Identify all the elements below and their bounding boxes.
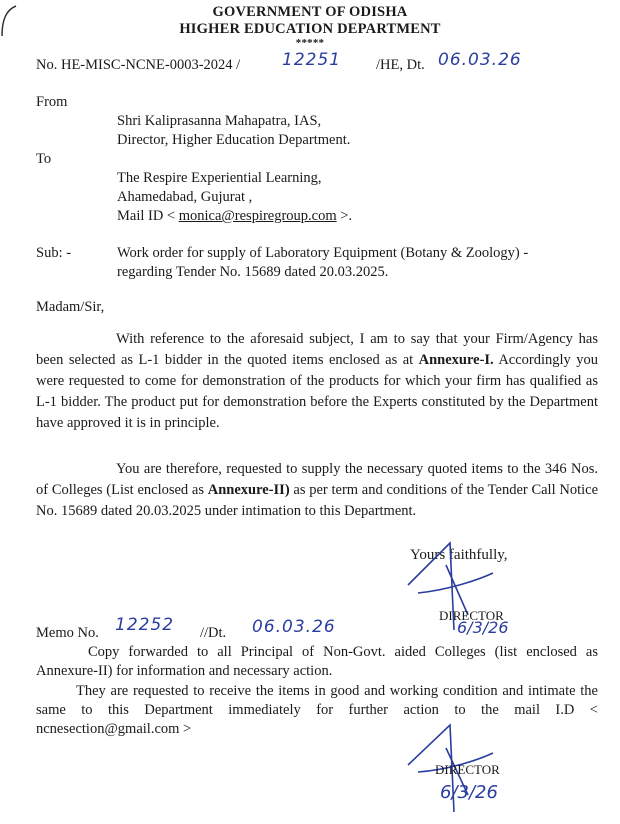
subject-line2: regarding Tender No. 15689 dated 20.03.2025.	[117, 264, 389, 280]
memo-mid: //Dt.	[200, 625, 227, 641]
para2-annexure: Annexure-II)	[207, 482, 290, 498]
copy-text-1: Copy forwarded to all Principal of Non-Govt. aided Colleges (list enclosed as Annexure-II) for information and necessary action.	[36, 644, 598, 679]
reference-prefix: No. HE-MISC-NCNE-0003-2024 /	[36, 57, 241, 73]
para1-annexure: Annexure-I.	[418, 352, 494, 368]
closing: Yours faithfully,	[410, 547, 508, 563]
subject-line1: Work order for supply of Laboratory Equipment (Botany & Zoology) -	[117, 245, 529, 261]
signature-2-date: 6/3/26	[440, 782, 498, 803]
reference-number-handwritten: 12251	[282, 50, 342, 70]
memo-date-handwritten: 06.03.26	[252, 617, 336, 637]
signature-1-date: 6/3/26	[457, 618, 509, 637]
header-stars: *****	[295, 37, 325, 49]
from-designation: Director, Higher Education Department.	[117, 132, 351, 148]
salutation: Madam/Sir,	[36, 299, 105, 315]
header-government: GOVERNMENT OF ODISHA	[212, 4, 408, 20]
memo-prefix: Memo No.	[36, 625, 99, 641]
signature-2-title: DIRECTOR	[435, 762, 500, 777]
header-department: HIGHER EDUCATION DEPARTMENT	[179, 21, 441, 37]
from-name: Shri Kaliprasanna Mahapatra, IAS,	[117, 113, 322, 129]
to-label: To	[36, 151, 52, 167]
reference-date-handwritten: 06.03.26	[438, 50, 522, 70]
to-mail-link[interactable]: monica@respiregroup.com	[178, 208, 337, 224]
para2-text-b: as per term and conditions of the Tender Call Notice No. 15689 dated 20.03.2025 under intimation to this Department.	[36, 482, 599, 519]
body-paragraph-1	[36, 329, 598, 434]
para2-text-a: You are therefore, requested to supply the necessary quoted items to the 346 Nos. of Colleges (List enclosed as	[36, 461, 598, 498]
to-mail-line	[117, 208, 352, 225]
to-mail-prefix: Mail ID <	[117, 208, 176, 224]
to-line2: Ahamedabad, Gujurat ,	[117, 189, 253, 205]
reference-mid: /HE, Dt.	[376, 57, 425, 73]
copy-text-2: They are requested to receive the items in good and working condition and intimate the same to this Department immediately for further action to the mail I.D < ncnesection@gmail.com >	[36, 683, 598, 737]
to-mail-suffix: >.	[340, 208, 353, 224]
to-line1: The Respire Experiential Learning,	[117, 170, 322, 186]
body-paragraph-2	[36, 459, 598, 522]
para1-text-b: Accordingly you were requested to come for demonstration of the products for which your firm has qualified as L-1 bidder. The product put for demonstration before the Experts constituted by the Department have approved it is in principle.	[36, 352, 598, 431]
from-label: From	[36, 94, 68, 110]
subject-label: Sub: -	[36, 245, 72, 261]
para1-text-a: With reference to the aforesaid subject, I am to say that your Firm/Agency has been selected as L-1 bidder in the quoted items enclosed as at	[36, 331, 598, 368]
copy-paragraph-1	[36, 643, 598, 681]
signature-1-title: DIRECTOR	[439, 608, 504, 623]
memo-number-handwritten: 12252	[115, 615, 175, 635]
